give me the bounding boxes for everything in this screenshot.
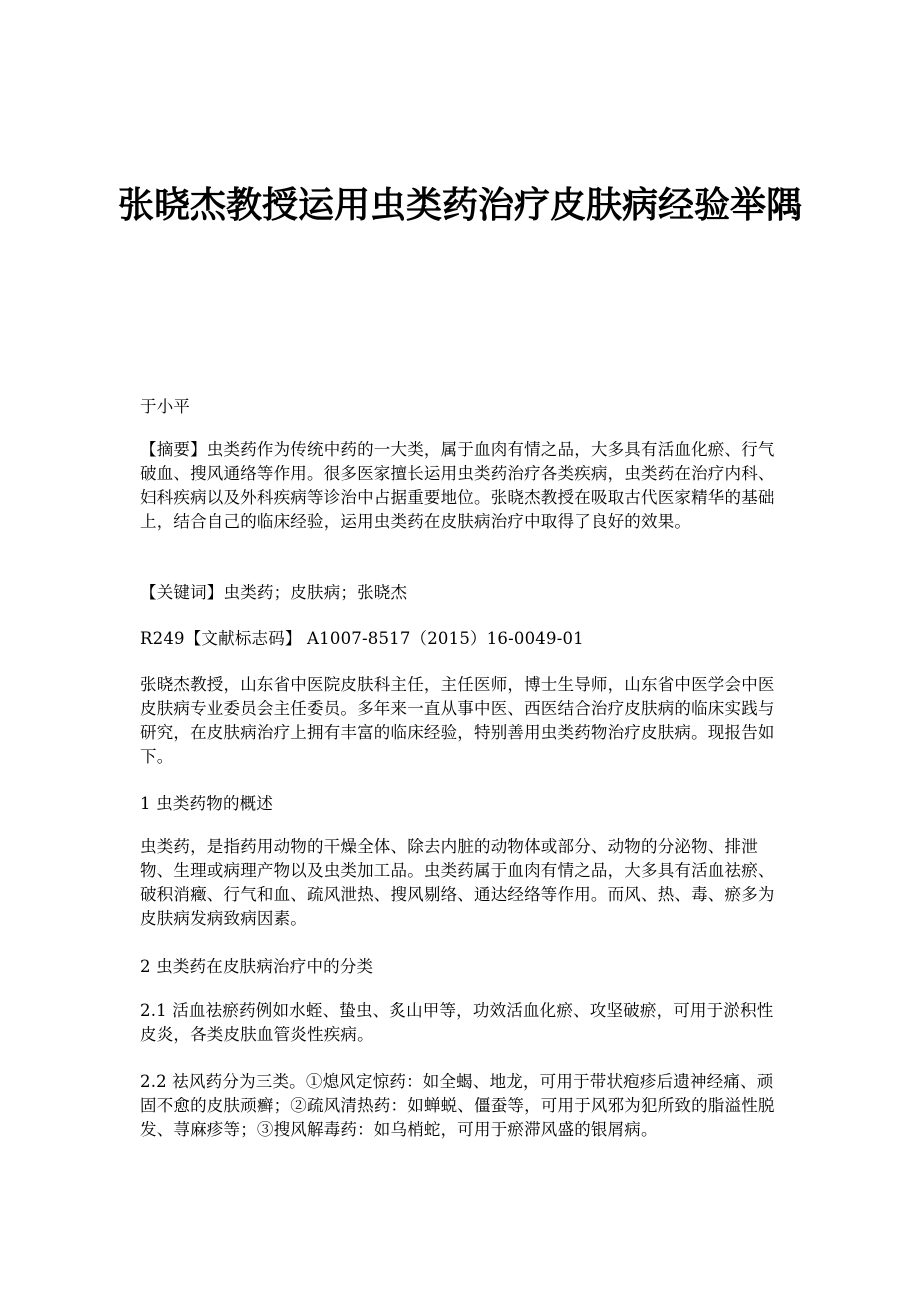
section-2-1-paragraph: 2.1 活血祛瘀药例如水蛭、蛰虫、炙山甲等，功效活血化瘀、攻坚破瘀，可用于淤积性皮炎，各类皮肤血管炎性疾病。 bbox=[140, 1001, 774, 1044]
keywords-line: 【关键词】虫类药；皮肤病；张晓杰 bbox=[140, 583, 408, 602]
section-2-heading: 2 虫类药在皮肤病治疗中的分类 bbox=[140, 957, 374, 976]
classification-line: R249【文献标志码】 A1007-8517（2015）16-0049-01 bbox=[140, 629, 584, 648]
section-1-paragraph: 虫类药，是指药用动物的干燥全体、除去内脏的动物体或部分、动物的分泌物、排泄物、生理或病理产物以及虫类加工品。虫类药属于血肉有情之品，大多具有活血祛瘀、破积消癥、行气和血、疏风泄热、搜风剔络、通达经络等作用。而风、热、毒、瘀多为皮肤病发病致病因素。 bbox=[140, 837, 775, 928]
document-title: 张晓杰教授运用虫类药治疗皮肤病经验举隅 bbox=[117, 185, 802, 226]
intro-paragraph: 张晓杰教授，山东省中医院皮肤科主任，主任医师，博士生导师，山东省中医学会中医皮肤病专业委员会主任委员。多年来一直从事中医、西医结合治疗皮肤病的临床实践与研究，在皮肤病治疗上拥有丰富的临床经验，特别善用虫类药物治疗皮肤病。现报告如下。 bbox=[140, 675, 775, 766]
author-name: 于小平 bbox=[140, 397, 191, 416]
section-2-2-paragraph: 2.2 祛风药分为三类。①熄风定惊药：如全蝎、地龙，可用于带状疱疹后遗神经痛、顽固不愈的皮肤顽癣；②疏风清热药：如蝉蜕、僵蚕等，可用于风邪为犯所致的脂溢性脱发、荨麻疹等；③搜风解毒药：如乌梢蛇，可用于瘀滞风盛的银屑病。 bbox=[140, 1072, 775, 1139]
abstract-paragraph: 【摘要】虫类药作为传统中药的一大类，属于血肉有情之品，大多具有活血化瘀、行气破血、搜风通络等作用。很多医家擅长运用虫类药治疗各类疾病，虫类药在治疗内科、妇科疾病以及外科疾病等诊治中占据重要地位。张晓杰教授在吸取古代医家精华的基础上，结合自己的临床经验，运用虫类药在皮肤病治疗中取得了良好的效果。 bbox=[140, 440, 775, 531]
section-1-heading: 1 虫类药物的概述 bbox=[140, 794, 274, 813]
